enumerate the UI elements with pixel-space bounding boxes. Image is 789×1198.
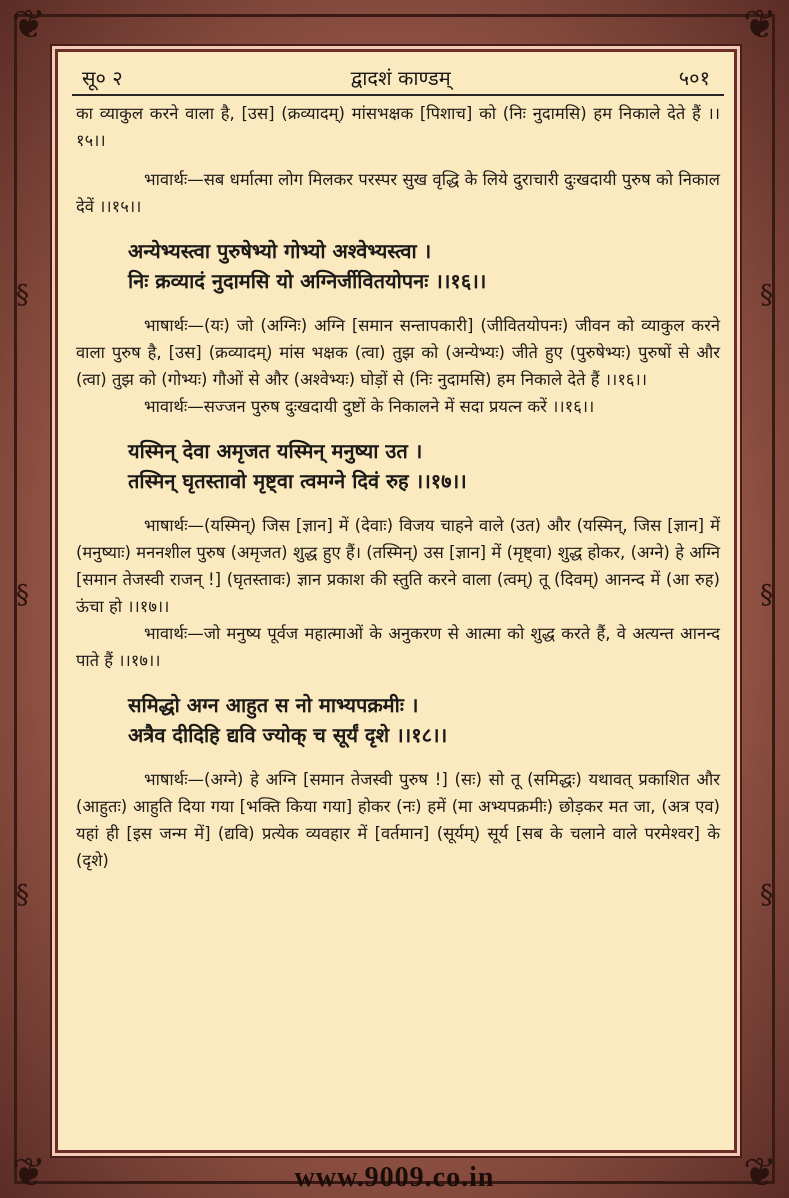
commentary-paragraph: भाषार्थः—(यः) जो (अग्निः) अग्नि [समान सन्तापकारी] (जीवितयोपनः) जीवन को व्याकुल करने वाला पुरुष है, [उस] (क्रव्यादम्) मांस भक्षक (त्वा) तुझ को (अन्येभ्यः) जीते हुए (पुरुषेभ्यः) पुरुषों से और (त्वा) तुझ को (गोभ्यः) गौओं से और (अश्वेभ्यः) घोड़ों से (निः नुदामसि) हम निकाले देते हैं ।।१६।। [76, 316, 720, 389]
corner-ornament-icon: ❦ [12, 2, 46, 48]
mantra-verse: अन्येभ्यस्त्वा पुरुषेभ्यो गोभ्यो अश्वेभ्यस्त्वा । [128, 239, 432, 263]
mantra-verse: तस्मिन् घृतस्तावो मृष्ट्वा त्वमग्ने दिवं रुह ।।१७।। [128, 469, 467, 493]
spacer [76, 296, 720, 312]
side-ornament-icon: § [16, 880, 29, 910]
mantra-verse: अत्रैव दीदिहि द्यवि ज्योक् च सूर्यं दृशे ।।१८।। [128, 723, 448, 747]
mantra-verse: समिद्धो अग्न आहुत स नो माभ्यपक्रमीः । [128, 693, 419, 717]
sukta-number: सू० २ [82, 65, 123, 90]
spacer [76, 674, 720, 690]
commentary-paragraph: का व्याकुल करने वाला है, [उस] (क्रव्यादम्) मांसभक्षक [पिशाच] को (निः नुदामसि) हम निकाले देते हैं ।।१५।। [76, 104, 720, 150]
scanned-page [58, 52, 734, 1150]
spacer [76, 420, 720, 436]
side-ornament-icon: § [760, 580, 773, 610]
side-ornament-icon: § [760, 880, 773, 910]
website-footer[interactable]: www.9009.co.in [294, 1162, 495, 1193]
header-rule [72, 94, 724, 96]
corner-ornament-icon: ❦ [743, 2, 777, 48]
side-ornament-icon: § [16, 580, 29, 610]
side-ornament-icon: § [16, 280, 29, 310]
spacer [76, 220, 720, 236]
corner-ornament-icon: ❦ [743, 1150, 777, 1196]
commentary-paragraph: भावार्थः—जो मनुष्य पूर्वज महात्माओं के अनुकरण से आत्मा को शुद्ध करते हैं, वे अत्यन्त आनन्द पाते हैं ।।१७।। [76, 624, 720, 670]
commentary-paragraph: भाषार्थः—(अग्ने) हे अग्नि [समान तेजस्वी पुरुष !] (सः) सो तू (समिद्धः) यथावत् प्रकाशित और (आहुतः) आहुति दिया गया [भक्ति किया गया] होकर (नः) हमें (मा अभ्यपक्रमीः) छोड़कर मत जा, (अत्र एव) यहां ही [इस जन्म में] (द्यवि) प्रत्येक व्यवहार में [वर्तमान] (सूर्यम्) सूर्य [सब के चलाने वाले परमेश्वर] के (दृशे) [76, 770, 720, 870]
spacer [76, 496, 720, 512]
mantra-verse: निः क्रव्यादं नुदामसि यो अग्निर्जीवितयोपनः ।।१६।। [128, 269, 487, 293]
page-number: ५०१ [678, 65, 710, 90]
corner-ornament-icon: ❦ [12, 1150, 46, 1196]
commentary-paragraph: भाषार्थः—(यस्मिन्) जिस [ज्ञान] में (देवाः) विजय चाहने वाले (उत) और (यस्मिन्, जिस [ज्ञान] में (मनुष्याः) मननशील पुरुष (अमृजत) शुद्ध हुए हैं। (तस्मिन्) उस [ज्ञान] में (मृष्ट्वा) शुद्ध होकर, (अग्ने) हे अग्नि [समान तेजस्वी राजन् !] (घृतस्तावः) ज्ञान प्रकाश की स्तुति करने वाला (त्वम्) तू (दिवम्) आनन्द में (आ रुह) ऊंचा हो ।।१७।। [76, 516, 720, 616]
mantra-verse: यस्मिन् देवा अमृजत यस्मिन् मनुष्या उत । [128, 439, 423, 463]
spacer [76, 154, 720, 166]
page-header [82, 62, 710, 92]
commentary-paragraph: भावार्थः—सज्जन पुरुष दुःखदायी दुष्टों के निकालने में सदा प्रयत्न करें ।।१६।। [144, 397, 595, 416]
commentary-paragraph: भावार्थः—सब धर्मात्मा लोग मिलकर परस्पर सुख वृद्धि के लिये दुराचारी दुःखदायी पुरुष को निकाल देवें ।।१५।। [76, 170, 720, 216]
kanda-title: द्वादशं काण्डम् [350, 65, 451, 90]
page-content [76, 100, 720, 874]
side-ornament-icon: § [760, 280, 773, 310]
spacer [76, 750, 720, 766]
